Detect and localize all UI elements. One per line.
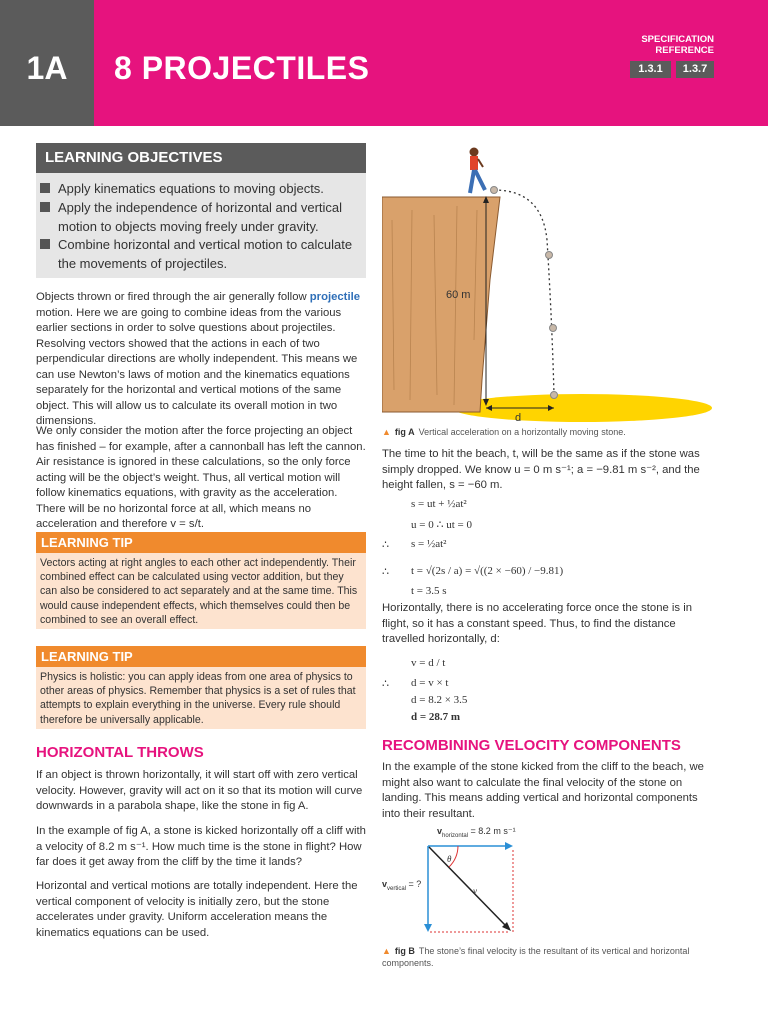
objective-item [40, 199, 360, 236]
horizontal-throws-paragraph-3: Horizontal and vertical motions are totally independent. Here the vertical component of velocity is initially zero, but the stone accelerates under gravity. Uniform acceleration means the kinematics equations can be used. [36, 880, 358, 939]
therefore-symbol: ∴ [382, 539, 389, 551]
equation: d = 28.7 m [411, 711, 461, 723]
intro-paragraph-1 [36, 290, 366, 430]
intro-paragraph-2: We only consider the motion after the force projecting an object has finished – for example, after a cannonball has left the cannon. Air resistance is ignored in these calculations, so the only force acting will be the object’s weight. Thus, all vertical motion will follow kinematics equations, with gravity as the acceleration. There will be no horizontal force at all, which means no acceleration and therefore v = s/t. [36, 425, 366, 530]
time-calc-intro: The time to hit the beach, t, will be the same as if the stone was simply dropped. We know u = 0 m s⁻¹; a = −9.81 m s⁻², and the height fallen, s = −60 m. [382, 448, 700, 491]
intro-text: motion. Here we are going to combine ideas from the various earlier sections in order to solve questions about projectiles. Resolving vectors showed that the actions in each of two perpendicular directions are wholly independent. This means we can use Newton’s laws of motion and the kinematics equations separately for the horizontal and vertical motions of the same object. This will allow us to calculate its overall motion in two dimensions. [36, 306, 358, 427]
v-horizontal-value: = 8.2 m s⁻¹ [470, 826, 516, 836]
v-vertical-value: = ? [408, 879, 422, 889]
equation: t = √(2s / a) = √((2 × −60) / −9.81) [411, 565, 564, 577]
distance-label: d [515, 412, 522, 424]
spec-ref-badge: 1.3.7 [676, 61, 714, 78]
theta-label: θ [447, 854, 452, 864]
equation: t = 3.5 s [411, 585, 447, 597]
horizontal-throws-paragraph-2: In the example of fig A, a stone is kicked horizontally off a cliff with a velocity of 8.2 m s⁻¹. How much time is the stone in flight? How far does it get away from the cliff by the time it lands? [36, 825, 366, 868]
bullet-square-icon [40, 202, 50, 212]
equation: u = 0 ∴ ut = 0 [411, 519, 472, 531]
learning-tip-heading [36, 646, 366, 667]
cliff [382, 197, 500, 412]
chapter-number: 1A [26, 50, 68, 86]
v-vertical-label [382, 879, 421, 892]
v-symbol: v [382, 879, 388, 889]
v-symbol: v [437, 826, 443, 836]
learning-tip-body: Vectors acting at right angles to each other act independently. Their combined effect can be calculated using vector addition, but they can also be considered to act separately and at the same time. This would cause independent effects, which themselves could then be combined to see an overall effect. [36, 553, 366, 629]
person-figure [470, 148, 486, 194]
chapter-title: 8 PROJECTILES [114, 50, 370, 86]
spec-label-line1: SPECIFICATION [641, 34, 714, 45]
specification-reference-label [594, 34, 714, 56]
fig-b-label: fig B [394, 946, 415, 956]
learning-tip-title: LEARNING TIP [41, 649, 133, 664]
equation: v = d / t [411, 657, 446, 669]
learning-objectives-heading [36, 143, 366, 173]
objective-item [40, 180, 360, 199]
horizontal-throws-paragraph-1: If an object is thrown horizontally, it will start off with zero vertical velocity. However, gravity will act on it so that its motion will curve downwards in a parabola shape, like the stone in fig A. [36, 769, 363, 812]
v-horizontal-label [437, 826, 516, 839]
learning-tip-heading [36, 532, 366, 553]
section-heading-recombining: RECOMBINING VELOCITY COMPONENTS [382, 737, 681, 754]
objective-text: Apply kinematics equations to moving objects. [58, 181, 324, 196]
v-subscript: horizontal [442, 832, 469, 839]
caption-triangle-icon: ▲ [382, 946, 391, 956]
spec-label-line2: REFERENCE [655, 45, 714, 56]
equation: s = ½at² [411, 538, 447, 550]
fig-a-cliff-illustration [382, 140, 712, 425]
objective-text: Apply the independence of horizontal and vertical motion to objects moving freely under gravity. [58, 200, 343, 234]
resultant-v-label: v [473, 886, 477, 896]
bullet-square-icon [40, 183, 50, 193]
fig-b-vector-diagram [420, 840, 520, 940]
fig-a-caption [382, 427, 718, 437]
equation: d = v × t [411, 677, 449, 689]
distance-calc-intro: Horizontally, there is no accelerating force once the stone is in flight, so it has a constant speed. Thus, to find the distance travelled horizontally, d: [382, 602, 692, 645]
learning-objectives-title: LEARNING OBJECTIVES [45, 149, 223, 166]
trajectory [494, 190, 554, 395]
intro-text: Objects thrown or fired through the air generally follow [36, 291, 310, 303]
v-subscript: vertical [387, 885, 407, 892]
keyword-projectile: projectile [309, 291, 361, 303]
learning-tip-body: Physics is holistic: you can apply ideas from one area of physics to other areas of physics. Remember that physics is a set of rules that attempts to explain everything in the universe. Every rule should therefore be universally applicable. [36, 667, 366, 729]
caption-triangle-icon: ▲ [382, 427, 391, 437]
objective-item [40, 236, 360, 273]
recombining-paragraph: In the example of the stone kicked from the cliff to the beach, we might also want to calculate the final velocity of the stone on landing. This means adding vertical and horizontal components into their resultant. [382, 761, 704, 820]
fig-a-label: fig A [394, 427, 415, 437]
bullet-square-icon [40, 239, 50, 249]
fig-b-caption [382, 945, 718, 969]
fig-a-caption-text: Vertical acceleration on a horizontally moving stone. [418, 427, 626, 437]
resultant-velocity-arrow [429, 847, 506, 926]
learning-tip-title: LEARNING TIP [41, 535, 133, 550]
spec-ref-badge: 1.3.1 [630, 61, 671, 78]
objective-text: Combine horizontal and vertical motion to calculate the movements of projectiles. [58, 237, 353, 271]
therefore-symbol: ∴ [382, 566, 389, 578]
height-label: 60 m [446, 289, 471, 301]
equation: s = ut + ½at² [411, 498, 467, 510]
therefore-symbol: ∴ [382, 678, 389, 690]
fig-b-caption-text: The stone’s final velocity is the resultant of its vertical and horizontal components. [382, 946, 690, 968]
equation: d = 8.2 × 3.5 [411, 694, 468, 706]
section-heading-horizontal-throws: HORIZONTAL THROWS [36, 744, 204, 761]
